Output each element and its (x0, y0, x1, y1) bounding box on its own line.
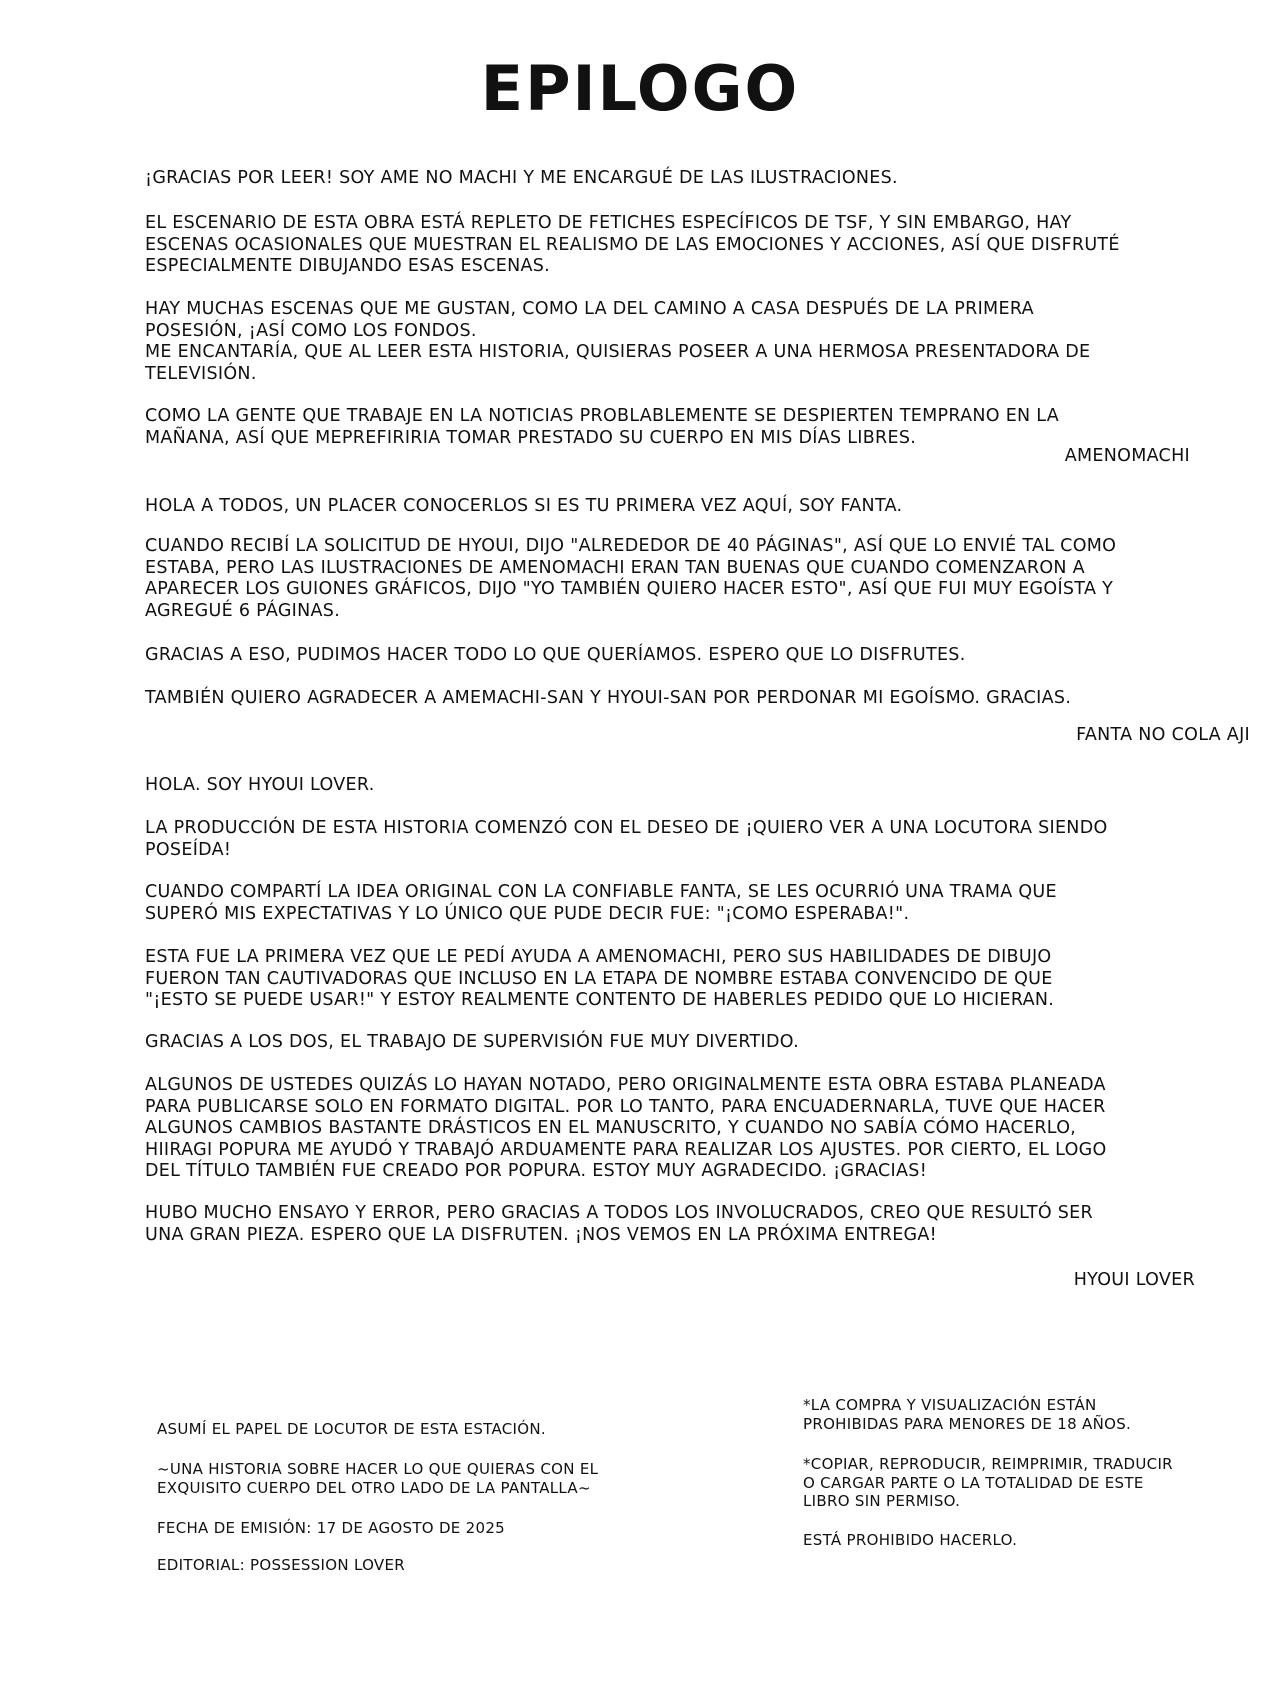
paragraph-amenomachi-4: COMO LA GENTE QUE TRABAJE EN LA NOTICIAS PROBLABLEMENTE SE DESPIERTEN TEMPRANO EN LA MAÑANA, ASÍ QUE MEPREFIRIRIA TOMAR PRESTADO SU CUERPO EN MIS DÍAS LIBRES. (145, 406, 1060, 448)
paragraph-amenomachi-1: ¡GRACIAS POR LEER! SOY AME NO MACHI Y ME ENCARGUÉ DE LAS ILUSTRACIONES. (145, 168, 898, 188)
notice-age-restriction: *LA COMPRA Y VISUALIZACIÓN ESTÁN PROHIBIDAS PARA MENORES DE 18 AÑOS. (803, 1396, 1132, 1433)
colophon-title: ASUMÍ EL PAPEL DE LOCUTOR DE ESTA ESTACIÓN. (157, 1420, 546, 1438)
signature-amenomachi: AMENOMACHI (1064, 446, 1190, 466)
colophon-publisher: EDITORIAL: POSSESSION LOVER (157, 1556, 405, 1574)
notice-copy-restriction: *COPIAR, REPRODUCIR, REIMPRIMIR, TRADUCIR O CARGAR PARTE O LA TOTALIDAD DE ESTE LIBRO SIN PERMISO. (803, 1455, 1173, 1510)
paragraph-hyoui-1: HOLA. SOY HYOUI LOVER. (145, 775, 375, 795)
paragraph-hyoui-3: CUANDO COMPARTÍ LA IDEA ORIGINAL CON LA CONFIABLE FANTA, SE LES OCURRIÓ UNA TRAMA QUE SUPERÓ MIS EXPECTATIVAS Y LO ÚNICO QUE PUDE DECIR FUE: "¡COMO ESPERABA!". (145, 882, 1057, 924)
colophon-subtitle: ~UNA HISTORIA SOBRE HACER LO QUE QUIERAS CON EL EXQUISITO CUERPO DEL OTRO LADO DE LA PANTALLA~ (157, 1460, 599, 1497)
page-title: EPILOGO (480, 52, 800, 125)
notice-prohibited: ESTÁ PROHIBIDO HACERLO. (803, 1531, 1018, 1549)
paragraph-amenomachi-2: EL ESCENARIO DE ESTA OBRA ESTÁ REPLETO DE FETICHES ESPECÍFICOS DE TSF, Y SIN EMBARGO, HAY ESCENAS OCASIONALES QUE MUESTRAN EL REALISMO DE LAS EMOCIONES Y ACCIONES, ASÍ QUE DISFRUTÉ ESPECIALMENTE DIBUJANDO ESAS ESCENAS. (145, 213, 1120, 276)
paragraph-hyoui-7: HUBO MUCHO ENSAYO Y ERROR, PERO GRACIAS A TODOS LOS INVOLUCRADOS, CREO QUE RESULTÓ SER UNA GRAN PIEZA. ESPERO QUE LA DISFRUTEN. ¡NOS VEMOS EN LA PRÓXIMA ENTREGA! (145, 1203, 1093, 1245)
paragraph-fanta-4: TAMBIÉN QUIERO AGRADECER A AMEMACHI-SAN Y HYOUI-SAN POR PERDONAR MI EGOÍSMO. GRACIAS. (145, 688, 1072, 708)
colophon-release-date: FECHA DE EMISIÓN: 17 DE AGOSTO DE 2025 (157, 1519, 506, 1537)
paragraph-fanta-2: CUANDO RECIBÍ LA SOLICITUD DE HYOUI, DIJO "ALREDEDOR DE 40 PÁGINAS", ASÍ QUE LO ENVIÉ TAL COMO ESTABA, PERO LAS ILUSTRACIONES DE AMENOMACHI ERAN TAN BUENAS QUE CUANDO COMENZARON A APARECER LOS GUIONES GRÁFICOS, DIJO "YO TAMBIÉN QUIERO HACER ESTO", ASÍ QUE FUI MUY EGOÍSTA Y AGREGUÉ 6 PÁGINAS. (145, 536, 1117, 621)
paragraph-fanta-3: GRACIAS A ESO, PUDIMOS HACER TODO LO QUE QUERÍAMOS. ESPERO QUE LO DISFRUTES. (145, 645, 966, 665)
signature-fanta: FANTA NO COLA AJI (1076, 725, 1250, 745)
signature-hyoui-lover: HYOUI LOVER (1073, 1270, 1195, 1290)
paragraph-hyoui-4: ESTA FUE LA PRIMERA VEZ QUE LE PEDÍ AYUDA A AMENOMACHI, PERO SUS HABILIDADES DE DIBUJO FUERON TAN CAUTIVADORAS QUE INCLUSO EN LA ETAPA DE NOMBRE ESTABA CONVENCIDO DE QUE "¡ESTO SE PUEDE USAR!" Y ESTOY REALMENTE CONTENTO DE HABERLES PEDIDO QUE LO HICIERAN. (145, 947, 1055, 1010)
paragraph-hyoui-6: ALGUNOS DE USTEDES QUIZÁS LO HAYAN NOTADO, PERO ORIGINALMENTE ESTA OBRA ESTABA PLANEADA PARA PUBLICARSE SOLO EN FORMATO DIGITAL. POR LO TANTO, PARA ENCUADERNARLA, TUVE QUE HACER ALGUNOS CAMBIOS BASTANTE DRÁSTICOS EN EL MANUSCRITO, Y CUANDO NO SABÍA CÓMO HACERLO, HIIRAGI POPURA ME AYUDÓ Y TRABAJÓ ARDUAMENTE PARA REALIZAR LOS AJUSTES. POR CIERTO, EL LOGO DEL TÍTULO TAMBIÉN FUE CREADO POR POPURA. ESTOY MUY AGRADECIDO. ¡GRACIAS! (145, 1075, 1107, 1181)
paragraph-fanta-1: HOLA A TODOS, UN PLACER CONOCERLOS SI ES TU PRIMERA VEZ AQUÍ, SOY FANTA. (145, 496, 903, 516)
paragraph-amenomachi-3: HAY MUCHAS ESCENAS QUE ME GUSTAN, COMO LA DEL CAMINO A CASA DESPUÉS DE LA PRIMERA POSESIÓN, ¡ASÍ COMO LOS FONDOS. ME ENCANTARÍA, QUE AL LEER ESTA HISTORIA, QUISIERAS POSEER A UNA HERMOSA PRESENTADORA DE TELEVISIÓN. (145, 299, 1091, 384)
paragraph-hyoui-5: GRACIAS A LOS DOS, EL TRABAJO DE SUPERVISIÓN FUE MUY DIVERTIDO. (145, 1032, 799, 1052)
paragraph-hyoui-2: LA PRODUCCIÓN DE ESTA HISTORIA COMENZÓ CON EL DESEO DE ¡QUIERO VER A UNA LOCUTORA SIENDO POSEÍDA! (145, 818, 1108, 860)
